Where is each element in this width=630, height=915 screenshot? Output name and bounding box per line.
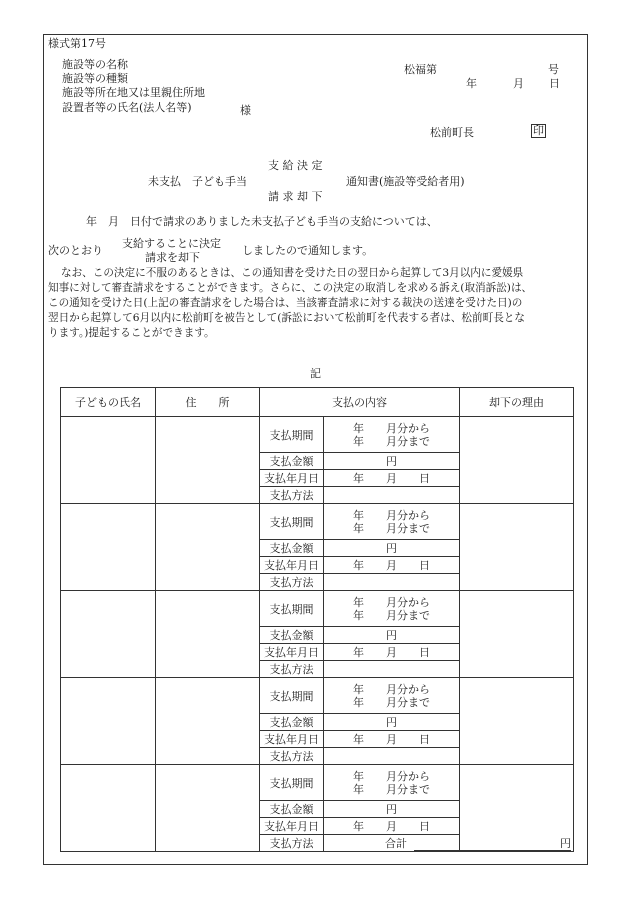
title-prefix: 未支払 子ども手当 <box>148 175 247 188</box>
doc-ref-suffix: 号 <box>548 63 559 76</box>
amount-label: 支払金額 <box>260 540 324 557</box>
address-cell[interactable] <box>156 591 260 678</box>
header-payment-content: 支払の内容 <box>260 388 460 417</box>
table-row <box>61 765 574 801</box>
period-value[interactable] <box>324 504 460 540</box>
date-value[interactable]: 年 月 日 <box>324 557 460 574</box>
method-value[interactable] <box>324 661 460 678</box>
total-unit: 円 <box>560 837 571 850</box>
doc-ref-prefix: 松福第 <box>404 63 437 76</box>
title-decision: 支 給 決 定 <box>268 159 323 172</box>
seal-mark: 印 <box>533 124 544 137</box>
date-label: 支払年月日 <box>260 644 324 661</box>
amount-value[interactable]: 円 <box>324 801 460 818</box>
amount-value[interactable]: 円 <box>324 540 460 557</box>
title-rejection: 請 求 却 下 <box>268 190 323 203</box>
facility-name-label: 施設等の名称 <box>62 58 128 71</box>
body-intro: 年 月 日付で請求のありました未支払子ども手当の支給については、 <box>86 215 438 228</box>
operator-name-label: 設置者等の氏名(法人名等) <box>62 101 192 114</box>
period-value[interactable] <box>324 417 460 453</box>
period-to: 年 月分まで <box>353 695 430 709</box>
title-suffix: 通知書(施設等受給者用) <box>346 175 465 188</box>
date-month: 月 <box>513 77 524 90</box>
appeal-line-4: 翌日から起算して6月以内に松前町を被告として(訴訟において松前町を代表する者は、松前町長とな <box>48 312 525 324</box>
appeal-line-3: この通知を受けた日(上記の審査請求をした場合は、当該審査請求に対する裁決の送達を受けた日)の <box>48 297 523 309</box>
period-from: 年 月分から <box>353 769 430 783</box>
date-value[interactable]: 年 月 日 <box>324 731 460 748</box>
child-name-cell[interactable] <box>61 678 156 765</box>
date-label: 支払年月日 <box>260 470 324 487</box>
method-value[interactable] <box>324 487 460 504</box>
date-label: 支払年月日 <box>260 557 324 574</box>
method-label: 支払方法 <box>260 748 324 765</box>
amount-value[interactable]: 円 <box>324 627 460 644</box>
period-to: 年 月分まで <box>353 608 430 622</box>
amount-label: 支払金額 <box>260 627 324 644</box>
table-row <box>61 417 574 453</box>
period-value[interactable] <box>324 678 460 714</box>
method-value[interactable] <box>324 574 460 591</box>
issuer-title: 松前町長 <box>430 126 474 139</box>
result-prefix: 次のとおり <box>48 244 103 257</box>
method-label: 支払方法 <box>260 835 324 852</box>
total-label: 合計 <box>385 837 407 850</box>
address-cell[interactable] <box>156 504 260 591</box>
amount-value[interactable]: 円 <box>324 714 460 731</box>
child-name-cell[interactable] <box>61 765 156 852</box>
result-option-decide: 支給することに決定 <box>122 237 221 250</box>
table-row <box>61 591 574 627</box>
period-value[interactable] <box>324 591 460 627</box>
date-value[interactable]: 年 月 日 <box>324 470 460 487</box>
period-label: 支払期間 <box>260 504 324 540</box>
amount-value[interactable]: 円 <box>324 453 460 470</box>
period-from: 年 月分から <box>353 508 430 522</box>
period-from: 年 月分から <box>353 682 430 696</box>
period-label: 支払期間 <box>260 417 324 453</box>
header-child-name: 子どもの氏名 <box>61 388 156 417</box>
appeal-line-2: 知事に対して審査請求をすることができます。さらに、この決定の取消しを求める訴え(取消訴訟)は、 <box>48 282 533 294</box>
reason-cell[interactable] <box>460 504 574 591</box>
method-value[interactable] <box>324 748 460 765</box>
result-option-reject: 請求を却下 <box>145 251 200 264</box>
period-value[interactable] <box>324 765 460 801</box>
date-value[interactable]: 年 月 日 <box>324 818 460 835</box>
header-address: 住 所 <box>156 388 260 417</box>
date-label: 支払年月日 <box>260 818 324 835</box>
period-label: 支払期間 <box>260 591 324 627</box>
date-day: 日 <box>549 77 560 90</box>
reason-cell[interactable] <box>460 765 574 852</box>
child-name-cell[interactable] <box>61 591 156 678</box>
method-label: 支払方法 <box>260 487 324 504</box>
method-label: 支払方法 <box>260 661 324 678</box>
reason-cell[interactable] <box>460 591 574 678</box>
facility-type-label: 施設等の種類 <box>62 72 128 85</box>
amount-label: 支払金額 <box>260 714 324 731</box>
address-cell[interactable] <box>156 678 260 765</box>
facility-address-label: 施設等所在地又は里親住所地 <box>62 86 205 99</box>
header-rejection-reason: 却下の理由 <box>460 388 574 417</box>
date-value[interactable]: 年 月 日 <box>324 644 460 661</box>
ki-heading: 記 <box>310 367 321 380</box>
amount-label: 支払金額 <box>260 453 324 470</box>
period-from: 年 月分から <box>353 421 430 435</box>
amount-label: 支払金額 <box>260 801 324 818</box>
child-name-cell[interactable] <box>61 417 156 504</box>
method-label: 支払方法 <box>260 574 324 591</box>
reason-cell[interactable] <box>460 678 574 765</box>
total-underline <box>414 850 571 851</box>
payment-details-table <box>60 387 574 852</box>
reason-cell[interactable] <box>460 417 574 504</box>
issuer-seal <box>531 124 546 138</box>
period-label: 支払期間 <box>260 765 324 801</box>
period-from: 年 月分から <box>353 595 430 609</box>
table-row <box>61 678 574 714</box>
result-suffix: しましたので通知します。 <box>242 244 374 257</box>
table-header-row <box>61 388 574 417</box>
period-to: 年 月分まで <box>353 434 430 448</box>
appeal-line-5: ります。)提起することができます。 <box>48 327 215 339</box>
form-number: 様式第17号 <box>48 37 106 50</box>
address-cell[interactable] <box>156 417 260 504</box>
appeal-line-1: なお、この決定に不服のあるときは、この通知書を受けた日の翌日から起算して3月以内に愛媛県 <box>61 267 524 279</box>
date-year: 年 <box>466 77 477 90</box>
period-label: 支払期間 <box>260 678 324 714</box>
period-to: 年 月分まで <box>353 782 430 796</box>
table-row <box>61 504 574 540</box>
date-label: 支払年月日 <box>260 731 324 748</box>
address-cell[interactable] <box>156 765 260 852</box>
period-to: 年 月分まで <box>353 521 430 535</box>
honorific: 様 <box>240 104 251 117</box>
child-name-cell[interactable] <box>61 504 156 591</box>
